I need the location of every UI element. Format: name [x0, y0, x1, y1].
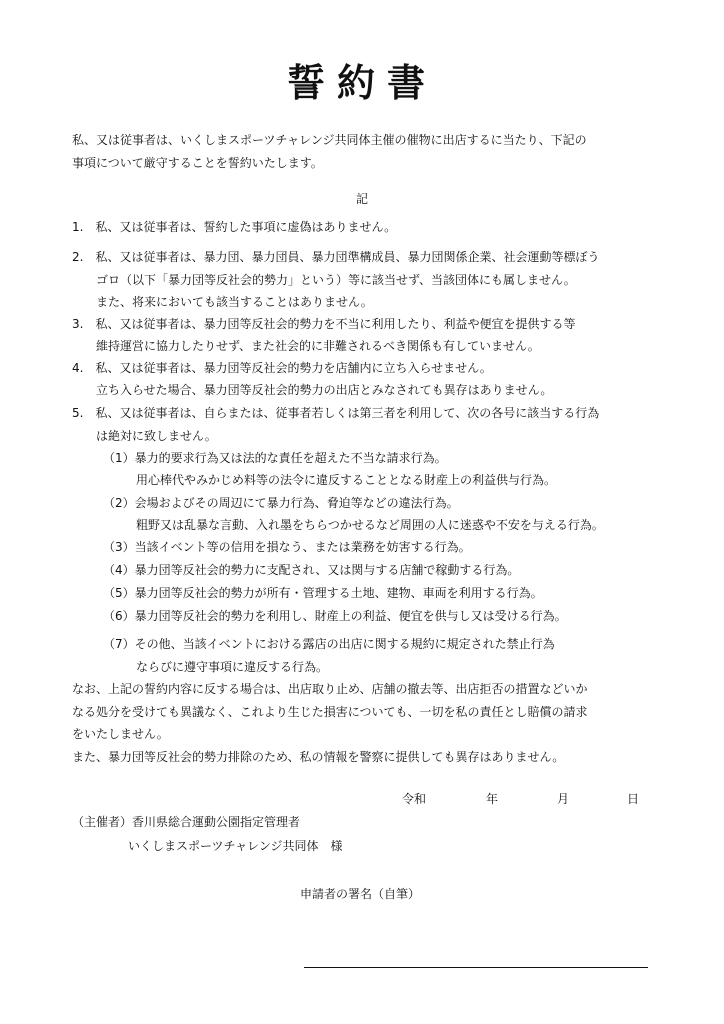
closing-line-2: なる処分を受けても異議なく、これより生じた損害についても、一切を私の責任とし賠償の請求: [72, 705, 588, 719]
item-5-line-1: 5. 私、又は従事者は、自らまたは、従事者若しくは第三者を利用して、次の各号に該当する行為: [72, 406, 600, 420]
item-2-line-1: 2. 私、又は従事者は、暴力団、暴力団員、暴力団準構成員、暴力団関係企業、社会運動等標ぼう: [72, 250, 600, 264]
intro-line-1: 私、又は従事者は、いくしまスポーツチャレンジ共同体主催の催物に出店するに当たり、下記の: [72, 133, 587, 147]
date-era: 令和: [402, 792, 427, 806]
date-month: 月: [557, 792, 570, 806]
document-title: 誓約書: [286, 61, 437, 105]
item-3-line-2: 維持運営に協力したりせず、また社会的に非難されるべき関係も有していません。: [96, 339, 540, 353]
signature-label: 申請者の署名（自筆）: [300, 887, 421, 901]
item-2-line-3: また、将来においても該当することはありません。: [96, 295, 373, 309]
item-5-line-2: は絶対に致しません。: [96, 429, 217, 443]
item-4-line-1: 4. 私、又は従事者は、暴力団等反社会的勢力を店舗内に立ち入らせません。: [72, 361, 492, 375]
date-day: 日: [627, 792, 640, 806]
closing-line-4: また、暴力団等反社会的勢力排除のため、私の情報を警察に提供しても異存はありません。: [72, 750, 565, 764]
subitem-7-line-2: ならびに遵守事項に違反する行為。: [136, 660, 329, 674]
date-year: 年: [486, 792, 499, 806]
item-1: 1. 私、又は従事者は、誓約した事項に虚偽はありません。: [72, 220, 397, 234]
organizer: （主催者）香川県総合運動公園指定管理者: [72, 815, 301, 829]
subitem-1-line-1: （1）暴力的要求行為又は法的な責任を超えた不当な請求行為。: [103, 451, 447, 465]
intro-line-2: 事項について厳守することを誓約いたします。: [72, 156, 323, 170]
subitem-5: （5）暴力団等反社会的勢力が所有・管理する土地、建物、車両を利用する行為。: [103, 586, 543, 600]
item-2-line-2: ゴロ（以下「暴力団等反社会的勢力」という）等に該当せず、当該団体にも属しません。: [96, 273, 576, 287]
closing-line-1: なお、上記の誓約内容に反する場合は、出店取り止め、店舗の撤去等、出店拒否の措置などいか: [72, 682, 588, 696]
addressee: いくしまスポーツチャレンジ共同体 様: [128, 839, 343, 853]
subitem-6: （6）暴力団等反社会的勢力を利用し、財産上の利益、便宜を供与し又は受ける行為。: [103, 609, 567, 623]
subitem-7-line-1: （7）その他、当該イベントにおける露店の出店に関する規約に規定された禁止行為: [103, 637, 555, 651]
item-3-line-1: 3. 私、又は従事者は、暴力団等反社会的勢力を不当に利用したり、利益や便宜を提供する等: [72, 317, 576, 331]
subitem-1-line-2: 用心棒代やみかじめ料等の法令に違反することとなる財産上の利益供与行為。: [136, 473, 557, 487]
subitem-2-line-1: （2）会場およびその周辺にて暴力行為、脅迫等などの違法行為。: [103, 496, 459, 510]
ki-heading: 記: [355, 192, 368, 206]
closing-line-3: をいたしません。: [72, 727, 169, 741]
subitem-3: （3）当該イベント等の信用を損なう、または業務を妨害する行為。: [103, 540, 471, 554]
subitem-4: （4）暴力団等反社会的勢力に支配され、又は関与する店舗で稼動する行為。: [103, 563, 520, 577]
subitem-2-line-2: 粗野又は乱暴な言動、入れ墨をちらつかせるなど周囲の人に迷惑や不安を与える行為。: [136, 518, 604, 532]
signature-line: [304, 967, 648, 968]
item-4-line-2: 立ち入らせた場合、暴力団等反社会的勢力の出店とみなされても異存はありません。: [96, 383, 553, 397]
